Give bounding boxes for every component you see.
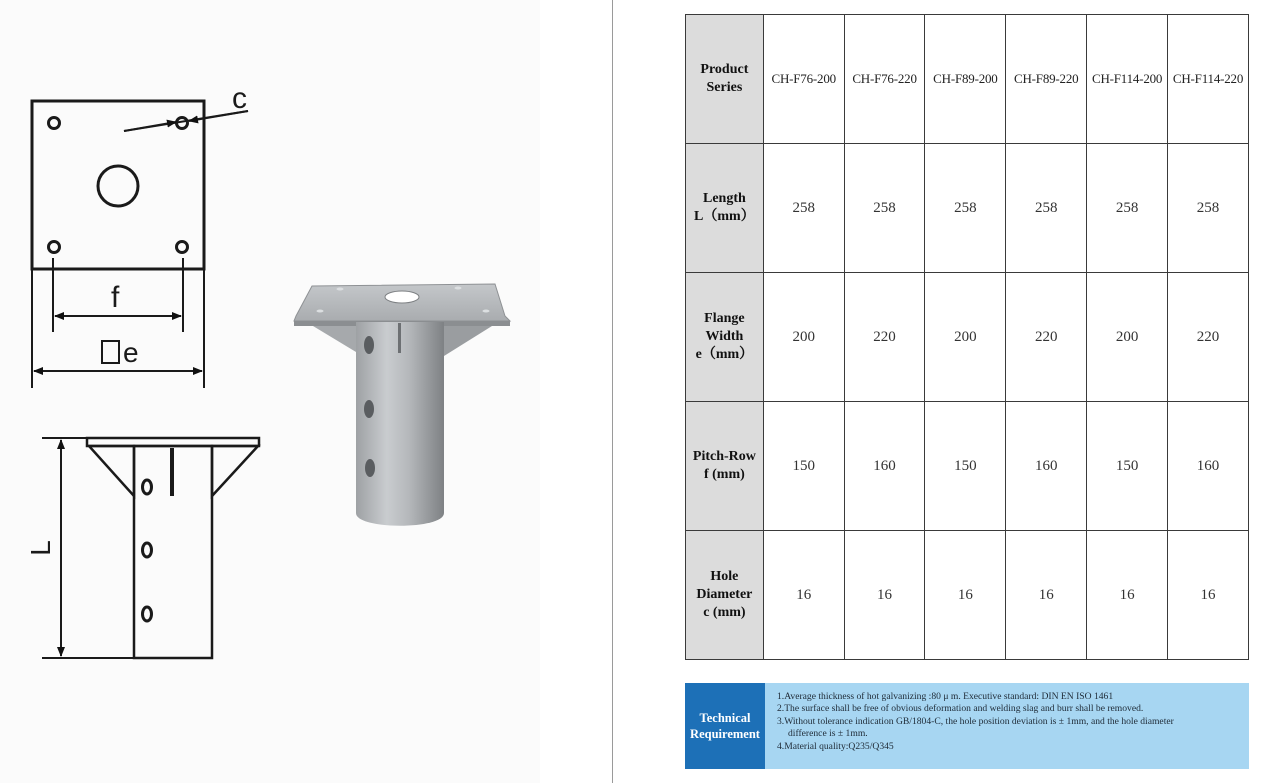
dimension-L: [25, 438, 134, 658]
value-cell: 160: [1006, 402, 1087, 531]
series-cell: CH-F76-220: [844, 15, 925, 144]
row-label-flange-width: Flange Width e（mm）: [686, 273, 764, 402]
value-cell: 16: [1087, 531, 1168, 660]
series-cell: CH-F114-220: [1168, 15, 1249, 144]
value-cell: 16: [844, 531, 925, 660]
value-cell: 258: [925, 144, 1006, 273]
value-cell: 160: [1168, 402, 1249, 531]
series-cell: CH-F114-200: [1087, 15, 1168, 144]
table-row: [686, 402, 1249, 531]
value-cell: 220: [1006, 273, 1087, 402]
flange-top-view: [32, 82, 248, 269]
value-cell: 16: [1006, 531, 1087, 660]
table-row: [686, 273, 1249, 402]
row-label-hole-diameter: Hole Diameter c (mm): [686, 531, 764, 660]
value-cell: 150: [925, 402, 1006, 531]
value-cell: 220: [1168, 273, 1249, 402]
pole-base-3d-image: [294, 284, 510, 526]
table-row: [686, 531, 1249, 660]
label-f: f: [111, 281, 120, 314]
technical-requirement-label: Technical Requirement: [685, 683, 765, 769]
value-cell: 200: [925, 273, 1006, 402]
note-line: 2.The surface shall be free of obvious deformation and welding slag and burr shall be removed.: [777, 703, 1144, 715]
drawing-panel: [0, 0, 612, 783]
square-symbol-icon: [102, 341, 119, 363]
value-cell: 258: [1087, 144, 1168, 273]
note-line: 4.Material quality:Q235/Q345: [777, 740, 894, 752]
value-cell: 150: [1087, 402, 1168, 531]
table-row: [686, 15, 1249, 144]
header-product-series: Product Series: [686, 15, 764, 144]
technical-drawing: [0, 0, 612, 783]
value-cell: 200: [1087, 273, 1168, 402]
value-cell: 160: [844, 402, 925, 531]
label-c: c: [232, 82, 247, 115]
flange-side-view: [87, 438, 259, 658]
note-line: difference is ± 1mm.: [788, 728, 868, 740]
label-L: L: [25, 540, 56, 556]
value-cell: 16: [1168, 531, 1249, 660]
note-line: 3.Without tolerance indication GB/1804-C, the hole position deviation is ± 1mm, and the hole diameter: [777, 715, 1174, 727]
value-cell: 258: [844, 144, 925, 273]
series-cell: CH-F89-220: [1006, 15, 1087, 144]
value-cell: 150: [763, 402, 844, 531]
value-cell: 258: [763, 144, 844, 273]
row-label-pitch-row: Pitch-Row f (mm): [686, 402, 764, 531]
value-cell: 16: [763, 531, 844, 660]
series-cell: CH-F76-200: [763, 15, 844, 144]
table-row: [686, 144, 1249, 273]
note-line: 1.Average thickness of hot galvanizing :80 μ m. Executive standard: DIN EN ISO 1461: [777, 691, 1114, 702]
value-cell: 258: [1168, 144, 1249, 273]
label-e: e: [123, 337, 139, 368]
technical-requirement-box: [685, 683, 1249, 769]
row-label-length: Length L（mm）: [686, 144, 764, 273]
value-cell: 200: [763, 273, 844, 402]
value-cell: 16: [925, 531, 1006, 660]
value-cell: 220: [844, 273, 925, 402]
series-cell: CH-F89-200: [925, 15, 1006, 144]
value-cell: 258: [1006, 144, 1087, 273]
spec-table: [685, 14, 1249, 660]
technical-notes: [777, 691, 1245, 753]
